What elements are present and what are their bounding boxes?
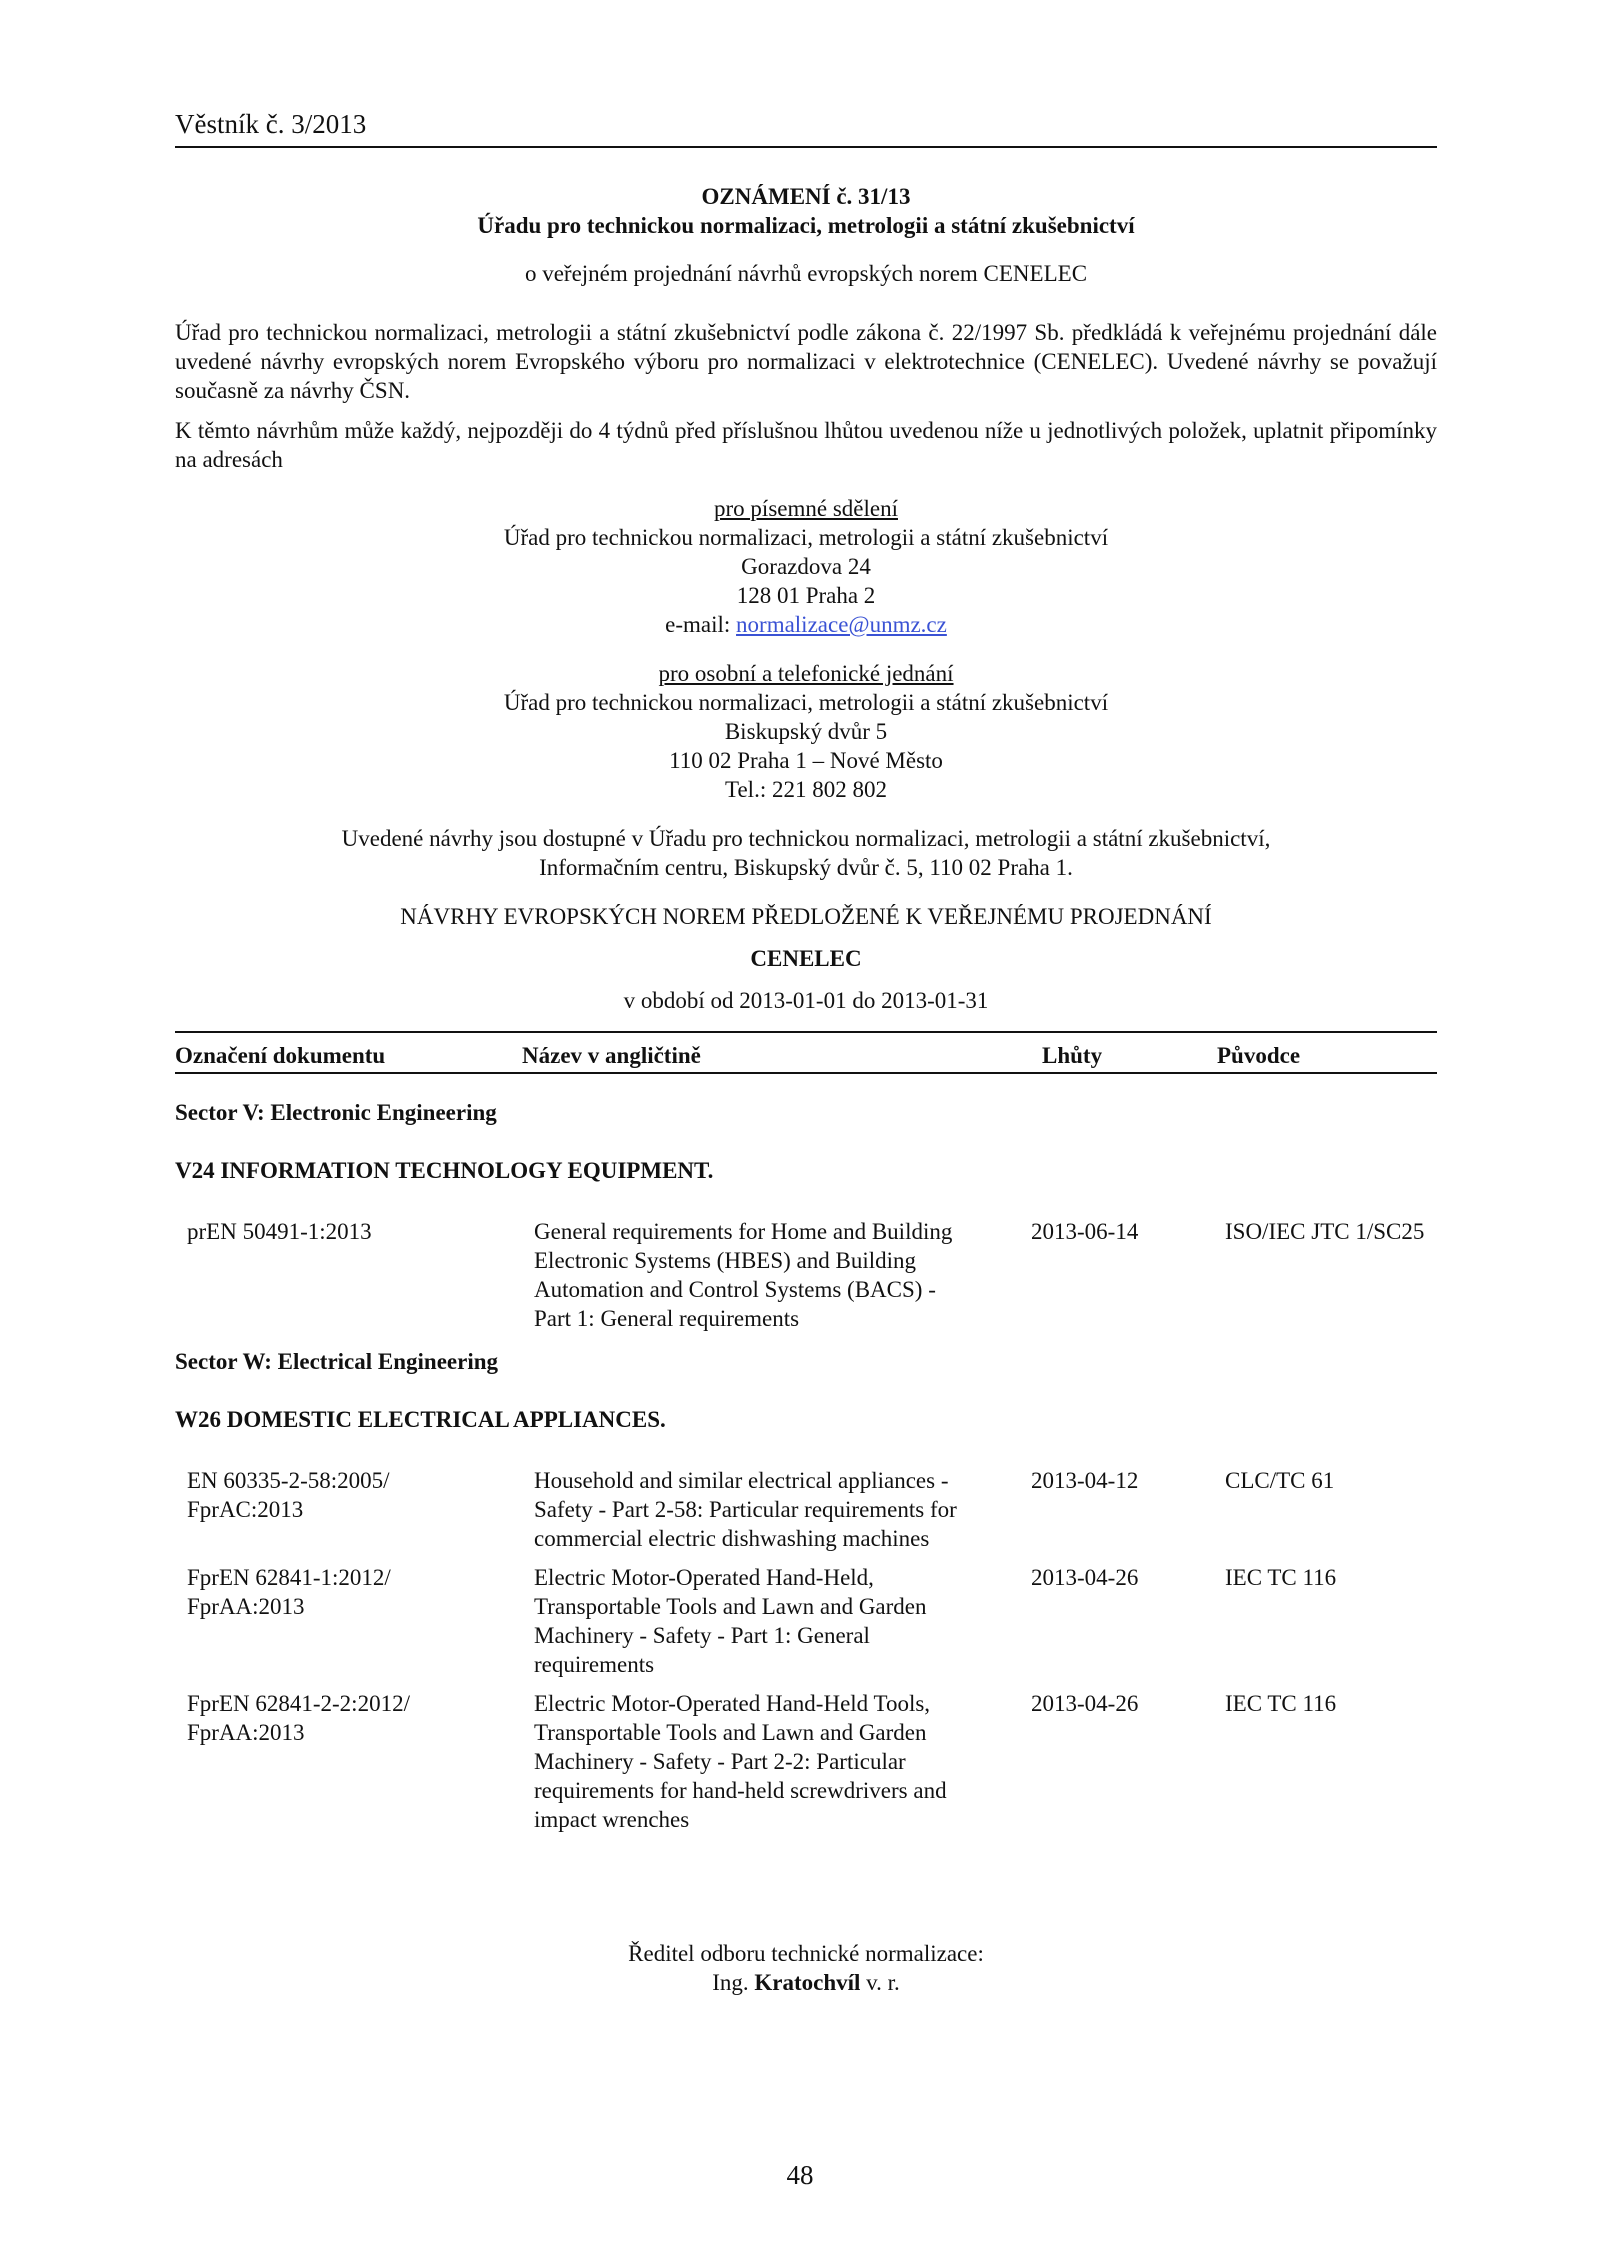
document-id	[187, 1563, 507, 1621]
title-line: General requirements for Home and Building	[534, 1219, 953, 1244]
title-line: Machinery - Safety - Part 1: General	[534, 1623, 870, 1648]
signatory-name: Kratochvíl	[754, 1970, 861, 1995]
document-id-line: FprEN 62841-2-2:2012/	[187, 1691, 410, 1716]
deadline: 2013-06-14	[1031, 1219, 1139, 1244]
title-line: impact wrenches	[534, 1807, 690, 1832]
signature-block	[175, 1939, 1437, 1997]
english-title	[534, 1563, 1004, 1679]
header-rule	[175, 146, 1437, 148]
title-line: Transportable Tools and Lawn and Garden	[534, 1594, 927, 1619]
title-line: Machinery - Safety - Part 2-2: Particular	[534, 1749, 906, 1774]
personal-contact-line: Biskupský dvůr 5	[724, 719, 888, 744]
standards-body: CENELEC	[750, 946, 862, 971]
title-line: Electric Motor-Operated Hand-Held Tools,	[534, 1691, 931, 1716]
availability-line: Informačním centru, Biskupský dvůr č. 5, 110 02 Praha 1.	[539, 855, 1073, 880]
written-contact-line: Úřad pro technickou normalizaci, metrologii a státní zkušebnictví	[503, 525, 1109, 550]
document-id-line: FprAA:2013	[187, 1594, 305, 1619]
written-contact-heading: pro písemné sdělení	[714, 496, 898, 521]
title-line: Part 1: General requirements	[534, 1306, 800, 1331]
sector-heading: Sector V: Electronic Engineering	[175, 1100, 497, 1125]
document-id	[187, 1466, 507, 1524]
column-header-originator: Původce	[1217, 1043, 1301, 1068]
signatory-name-line	[175, 1968, 1437, 1997]
title-line: Safety - Part 2-58: Particular requirements for	[534, 1497, 957, 1522]
title-line: requirements	[534, 1652, 655, 1677]
period: v období od 2013-01-01 do 2013-01-31	[623, 988, 989, 1013]
personal-contact-block	[175, 659, 1437, 804]
document-id-line: FprAA:2013	[187, 1720, 305, 1745]
title-line: requirements for hand-held screwdrivers and	[534, 1778, 947, 1803]
signatory-role: Ředitel odboru technické normalizace:	[628, 1941, 984, 1966]
availability-note	[175, 824, 1437, 882]
table-row	[175, 1466, 1437, 1553]
document-id-line: FprEN 62841-1:2012/	[187, 1565, 391, 1590]
page-number: 48	[786, 2160, 814, 2190]
title-line: Transportable Tools and Lawn and Garden	[534, 1720, 927, 1745]
group-heading: W26 DOMESTIC ELECTRICAL APPLIANCES.	[175, 1407, 666, 1432]
notice-subject: o veřejném projednání návrhů evropských norem CENELEC	[524, 261, 1088, 286]
english-title	[534, 1217, 1004, 1333]
deadline: 2013-04-26	[1031, 1565, 1139, 1590]
intro-paragraph: Úřad pro technickou normalizaci, metrologii a státní zkušebnictví podle zákona č. 22/1997 Sb. předkládá k veřejnému projednání dále uvedené návrhy evropských norem Evropského výboru pro normalizaci v elektrotechnice (CENELEC). Uvedené návrhy se považují současně za návrhy ČSN.	[175, 320, 1437, 403]
email-label: e-mail:	[665, 612, 737, 637]
title-line: Household and similar electrical appliances -	[534, 1468, 949, 1493]
document-id-line: EN 60335-2-58:2005/	[187, 1468, 390, 1493]
table-row	[175, 1563, 1437, 1679]
running-head: Věstník č. 3/2013	[175, 109, 367, 139]
written-contact-line: 128 01 Praha 2	[736, 583, 876, 608]
table-row	[175, 1689, 1437, 1834]
written-contact-line: Gorazdova 24	[741, 554, 871, 579]
originator: ISO/IEC JTC 1/SC25	[1225, 1219, 1425, 1244]
originator: IEC TC 116	[1225, 1565, 1337, 1590]
document-id-line: FprAC:2013	[187, 1497, 304, 1522]
written-contact-block	[175, 494, 1437, 639]
document-id-line: prEN 50491-1:2013	[187, 1219, 372, 1244]
personal-contact-line: Úřad pro technickou normalizaci, metrologii a státní zkušebnictví	[503, 690, 1109, 715]
comments-paragraph: K těmto návrhům může každý, nejpozději do 4 týdnů před příslušnou lhůtou uvedenou níže u jednotlivých položek, uplatnit připomínky na adresách	[175, 418, 1437, 472]
english-title	[534, 1689, 1004, 1834]
column-header-document: Označení dokumentu	[175, 1043, 386, 1068]
table-rows	[175, 1466, 1437, 1834]
deadline: 2013-04-26	[1031, 1691, 1139, 1716]
title-line: Electric Motor-Operated Hand-Held,	[534, 1565, 874, 1590]
document-id	[187, 1217, 507, 1246]
english-title	[534, 1466, 1004, 1553]
signatory-suffix: v. r.	[860, 1970, 900, 1995]
drafts-title: NÁVRHY EVROPSKÝCH NOREM PŘEDLOŽENÉ K VEŘEJNÉMU PROJEDNÁNÍ	[400, 904, 1212, 929]
title-line: commercial electric dishwashing machines	[534, 1526, 930, 1551]
title-line: Automation and Control Systems (BACS) -	[534, 1277, 936, 1302]
column-header-deadline: Lhůty	[1042, 1043, 1103, 1068]
personal-contact-line: 110 02 Praha 1 – Nové Město	[669, 748, 943, 773]
group-heading: V24 INFORMATION TECHNOLOGY EQUIPMENT.	[175, 1158, 714, 1183]
signatory-title: Ing.	[712, 1970, 755, 1995]
email-line	[175, 610, 1437, 639]
personal-contact-line: Tel.: 221 802 802	[725, 777, 887, 802]
title-line: Electronic Systems (HBES) and Building	[534, 1248, 917, 1273]
notice-title: OZNÁMENÍ č. 31/13	[701, 184, 911, 209]
personal-contact-heading: pro osobní a telefonické jednání	[658, 661, 954, 686]
originator: IEC TC 116	[1225, 1691, 1337, 1716]
email-link[interactable]: normalizace@unmz.cz	[736, 612, 947, 637]
availability-line: Uvedené návrhy jsou dostupné v Úřadu pro technickou normalizaci, metrologii a státní zkušebnictví,	[341, 826, 1271, 851]
originator: CLC/TC 61	[1225, 1468, 1335, 1493]
deadline: 2013-04-12	[1031, 1468, 1139, 1493]
table-rows	[175, 1217, 1437, 1333]
document-id	[187, 1689, 507, 1747]
column-header-title: Název v angličtině	[522, 1043, 701, 1068]
table-row	[175, 1217, 1437, 1333]
notice-issuer: Úřadu pro technickou normalizaci, metrologii a státní zkušebnictví	[477, 213, 1135, 238]
sector-heading: Sector W: Electrical Engineering	[175, 1349, 499, 1374]
table-header	[175, 1031, 1437, 1074]
page	[175, 110, 1437, 1997]
